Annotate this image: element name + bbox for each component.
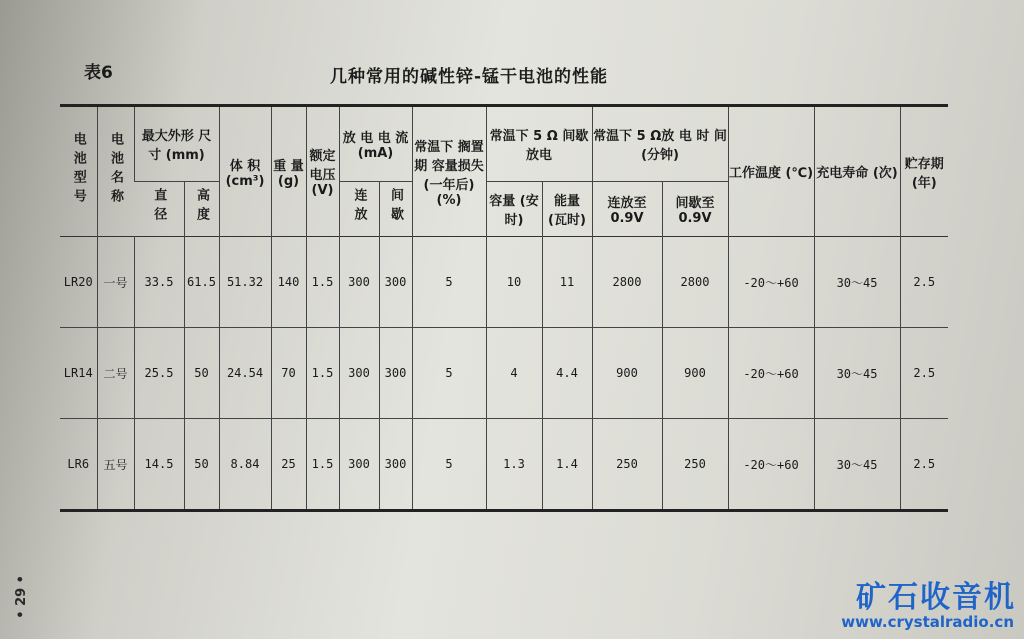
cell-life: 30～45 [814, 237, 900, 328]
table-row [60, 237, 948, 328]
cell-int-time: 250 [662, 419, 728, 511]
cell-int-time: 2800 [662, 237, 728, 328]
cell-model: LR14 [60, 328, 97, 419]
header-energy: 能量 (瓦时) [542, 182, 592, 237]
cell-weight: 140 [271, 237, 306, 328]
cell-weight: 25 [271, 419, 306, 511]
cell-inter: 300 [379, 237, 412, 328]
header-room-time: 常温下 5 Ω放 电 时 间 (分钟) [592, 106, 728, 182]
cell-volume: 24.54 [219, 328, 271, 419]
watermark-logo: 矿石收音机 [856, 580, 1016, 615]
cell-inter: 300 [379, 419, 412, 511]
cell-volume: 51.32 [219, 237, 271, 328]
header-storage-loss: 常温下 搁置期 容量损失 (一年后) (%) [412, 106, 486, 237]
cell-weight: 70 [271, 328, 306, 419]
cell-loss: 5 [412, 237, 486, 328]
header-cont-to: 连放至 0.9V [592, 182, 662, 237]
cell-temp: -20～+60 [728, 237, 814, 328]
cell-cont-time: 900 [592, 328, 662, 419]
header-volume: 体 积 (cm³) [219, 106, 271, 237]
table-row [60, 328, 948, 419]
header-int-to: 间歇至 0.9V [662, 182, 728, 237]
header-room-intermittent: 常温下 5 Ω 间歇放电 [486, 106, 592, 182]
cell-cont: 300 [339, 328, 379, 419]
cell-cont: 300 [339, 237, 379, 328]
cell-int-time: 900 [662, 328, 728, 419]
cell-life: 30～45 [814, 419, 900, 511]
header-diameter: 直径 [134, 182, 184, 237]
cell-model: LR6 [60, 419, 97, 511]
cell-cont-time: 2800 [592, 237, 662, 328]
cell-loss: 5 [412, 328, 486, 419]
battery-table [60, 104, 948, 512]
header-discharge: 放 电 电 流 (mA) [339, 106, 412, 182]
cell-energy: 1.4 [542, 419, 592, 511]
header-model: 电池型号 [70, 131, 86, 208]
header-weight: 重 量 (g) [271, 106, 306, 237]
cell-cont: 300 [339, 419, 379, 511]
page-number: • 29 • [14, 575, 29, 619]
cell-capacity: 1.3 [486, 419, 542, 511]
cell-volume: 8.84 [219, 419, 271, 511]
cell-height: 50 [184, 419, 219, 511]
cell-shelf: 2.5 [900, 237, 948, 328]
header-name: 电池名称 [97, 106, 134, 237]
cell-shelf: 2.5 [900, 419, 948, 511]
header-voltage: 额定电压 (V) [306, 106, 339, 237]
cell-voltage: 1.5 [306, 237, 339, 328]
header-max-size: 最大外形 尺 寸 (mm) [134, 106, 219, 182]
cell-height: 50 [184, 328, 219, 419]
cell-diameter: 14.5 [134, 419, 184, 511]
table-label: 表6 [84, 63, 113, 83]
watermark-url: www.crystalradio.cn [841, 613, 1014, 631]
table-row [60, 419, 948, 511]
header-temp: 工作温度 (℃) [728, 106, 814, 237]
header-continuous: 连放 [339, 182, 379, 237]
cell-capacity: 10 [486, 237, 542, 328]
cell-temp: -20～+60 [728, 419, 814, 511]
cell-diameter: 33.5 [134, 237, 184, 328]
cell-height: 61.5 [184, 237, 219, 328]
header-height: 高度 [184, 182, 219, 237]
cell-capacity: 4 [486, 328, 542, 419]
cell-life: 30～45 [814, 328, 900, 419]
header-capacity: 容量 (安时) [486, 182, 542, 237]
header-intermittent: 间歇 [379, 182, 412, 237]
cell-temp: -20～+60 [728, 328, 814, 419]
cell-energy: 11 [542, 237, 592, 328]
header-shelf: 贮存期 (年) [900, 106, 948, 237]
cell-voltage: 1.5 [306, 419, 339, 511]
cell-loss: 5 [412, 419, 486, 511]
cell-name: 一号 [97, 237, 134, 328]
cell-name: 二号 [97, 328, 134, 419]
cell-inter: 300 [379, 328, 412, 419]
table-title: 几种常用的碱性锌-锰干电池的性能 [330, 67, 609, 87]
cell-model: LR20 [63, 275, 93, 289]
cell-voltage: 1.5 [306, 328, 339, 419]
cell-energy: 4.4 [542, 328, 592, 419]
cell-cont-time: 250 [592, 419, 662, 511]
cell-diameter: 25.5 [134, 328, 184, 419]
cell-name: 五号 [97, 419, 134, 511]
cell-shelf: 2.5 [900, 328, 948, 419]
header-life: 充电寿命 (次) [814, 106, 900, 237]
